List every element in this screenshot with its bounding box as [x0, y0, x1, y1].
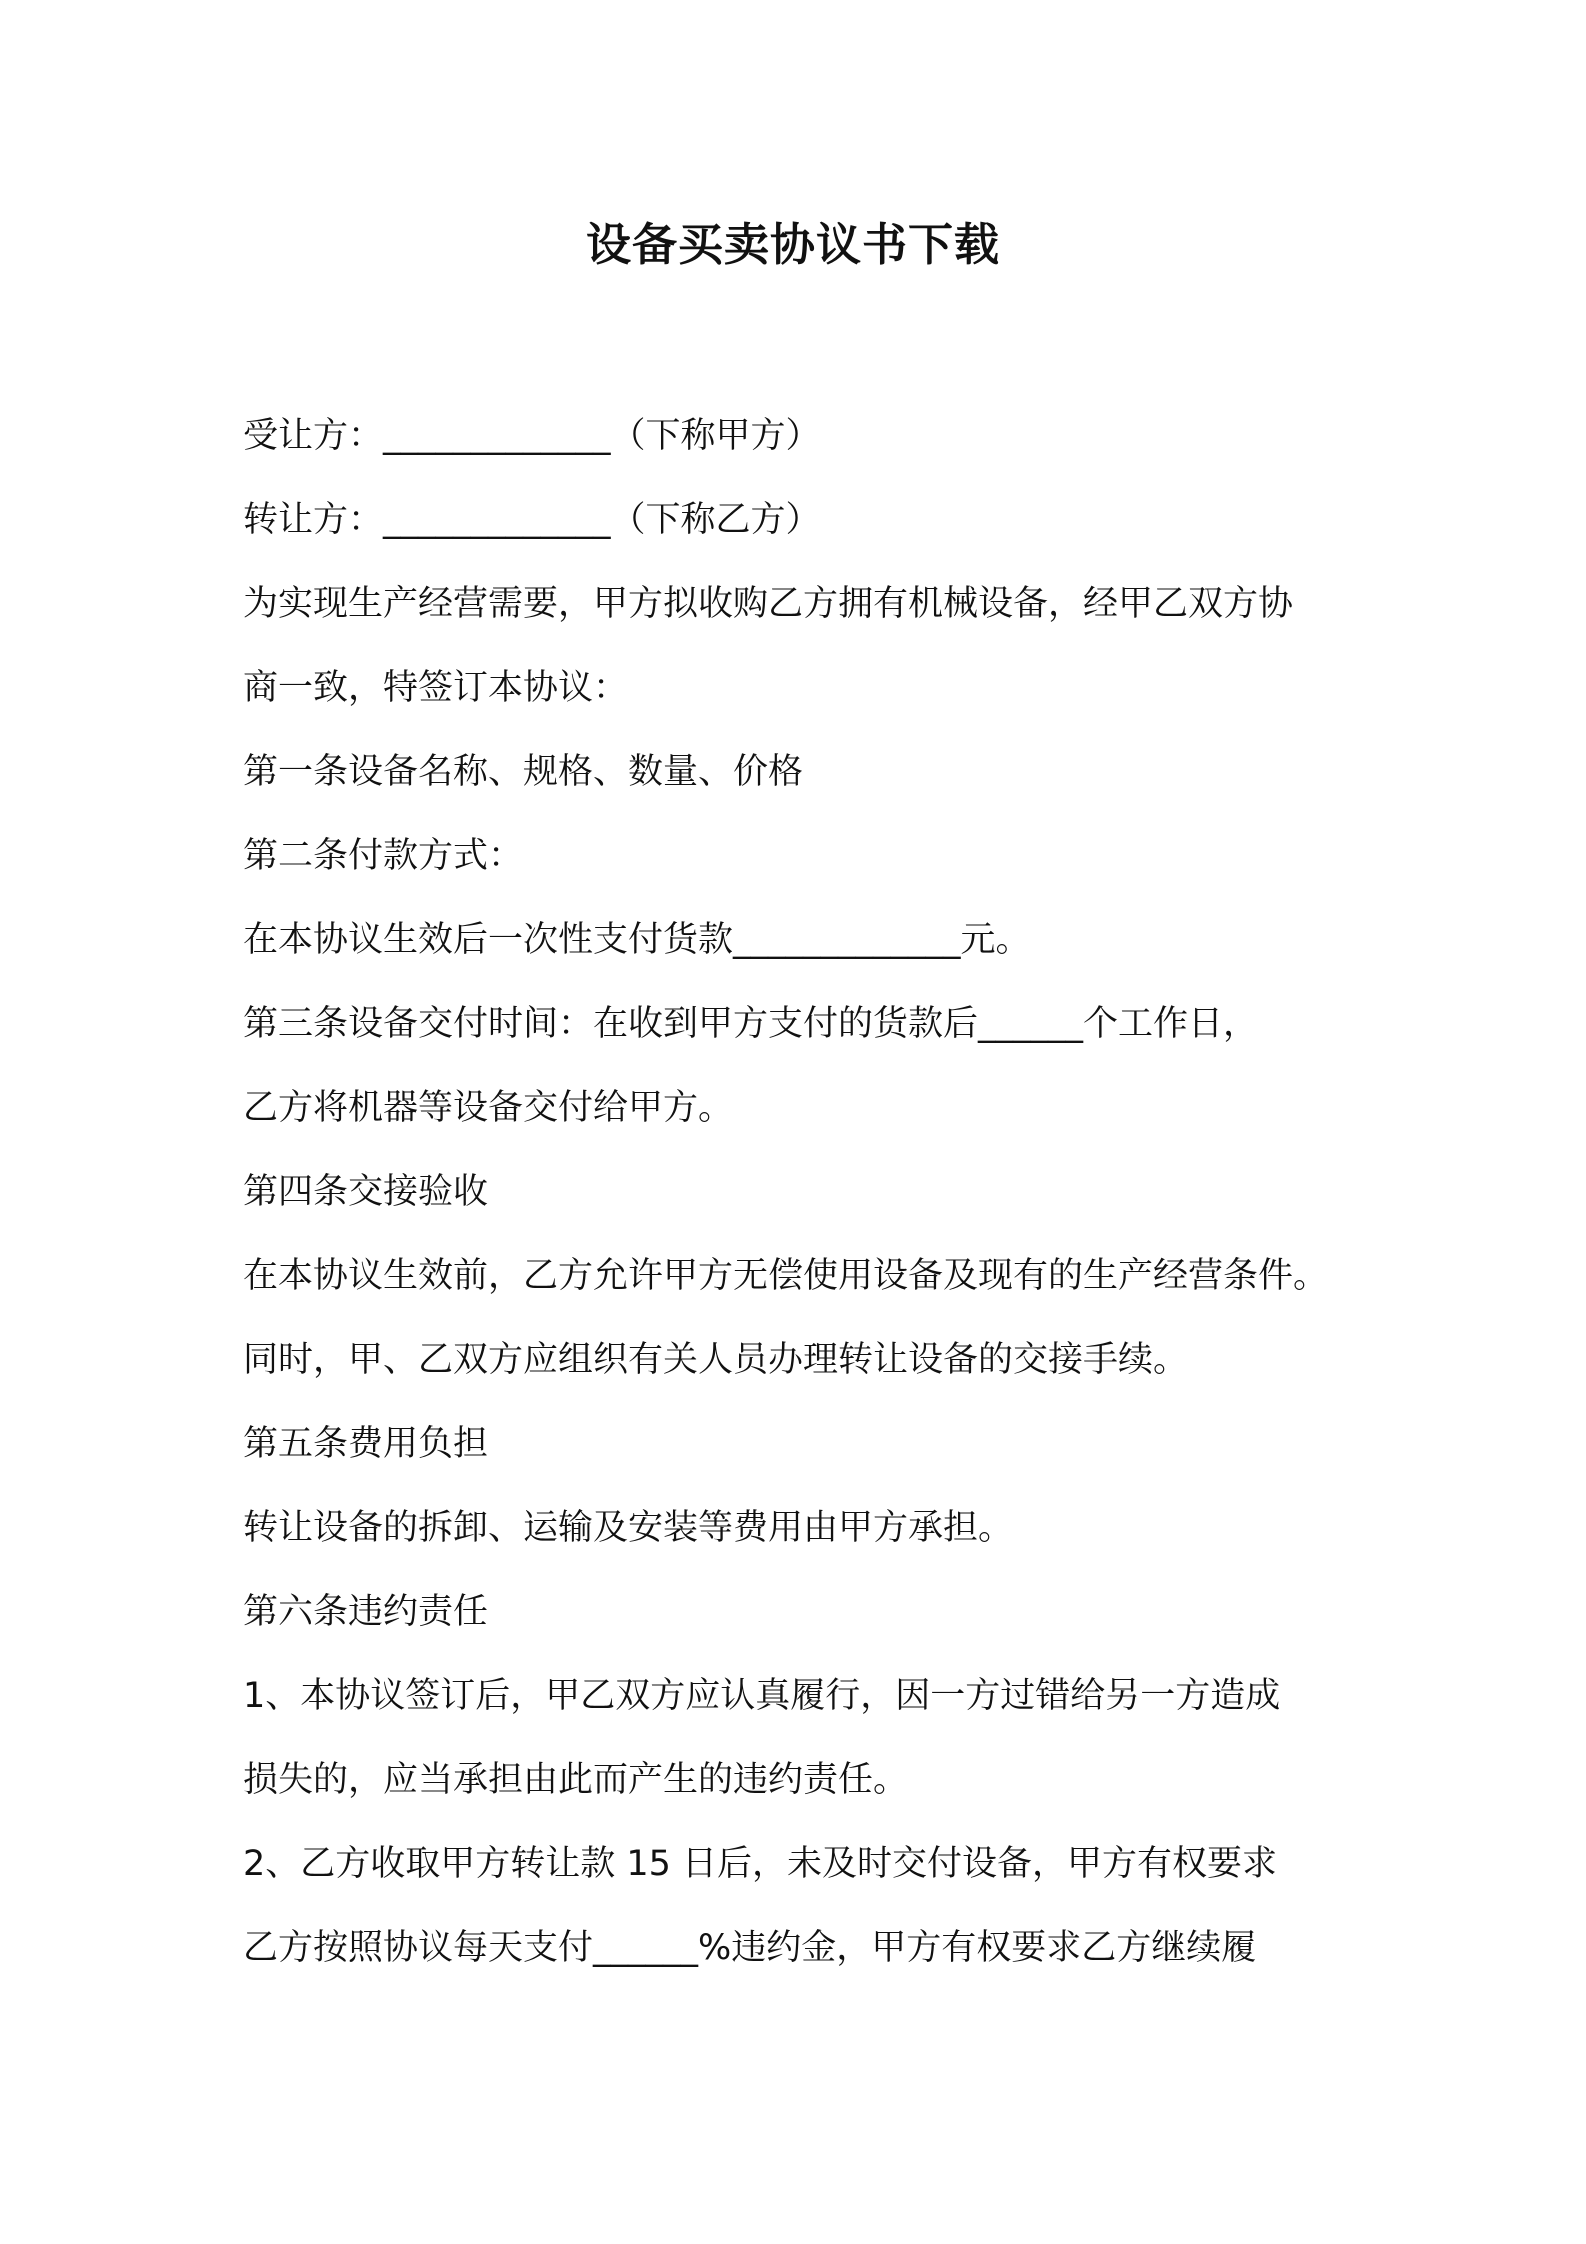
article-3-line-1: 第三条设备交付时间：在收到甲方支付的货款后______个工作日，	[243, 1004, 1259, 1044]
article-4-heading: 第四条交接验收	[243, 1172, 489, 1212]
article-4-line-2: 同时，甲、乙双方应组织有关人员办理转让设备的交接手续。	[243, 1340, 1189, 1380]
article-2-text: 在本协议生效后一次性支付货款_____________元。	[243, 920, 1031, 960]
article-6-clause-1-line-2: 损失的，应当承担由此而产生的违约责任。	[243, 1760, 909, 1800]
article-6-heading: 第六条违约责任	[243, 1592, 489, 1632]
document-body	[243, 408, 1383, 2004]
article-5-text: 转让设备的拆卸、运输及安装等费用由甲方承担。	[243, 1508, 1014, 1548]
preamble-line-1: 为实现生产经营需要，甲方拟收购乙方拥有机械设备，经甲乙双方协	[243, 584, 1294, 624]
article-6-clause-1-line-1: 1、本协议签订后，甲乙双方应认真履行，因一方过错给另一方造成	[243, 1676, 1281, 1716]
preamble-line-2: 商一致，特签订本协议：	[243, 668, 629, 708]
article-5-heading: 第五条费用负担	[243, 1424, 489, 1464]
article-1-heading: 第一条设备名称、规格、数量、价格	[243, 752, 804, 792]
party-b-line: 转让方：_____________（下称乙方）	[243, 500, 821, 540]
article-6-clause-2-line-1: 2、乙方收取甲方转让款 15 日后，未及时交付设备，甲方有权要求	[243, 1844, 1278, 1884]
article-4-line-1: 在本协议生效前，乙方允许甲方无偿使用设备及现有的生产经营条件。	[243, 1256, 1329, 1296]
article-6-clause-2-line-2: 乙方按照协议每天支付______%违约金，甲方有权要求乙方继续履	[243, 1928, 1257, 1968]
article-2-heading: 第二条付款方式：	[243, 836, 524, 876]
document-title: 设备买卖协议书下载	[585, 218, 1000, 271]
party-a-line: 受让方：_____________（下称甲方）	[243, 416, 821, 456]
article-3-line-2: 乙方将机器等设备交付给甲方。	[243, 1088, 734, 1128]
